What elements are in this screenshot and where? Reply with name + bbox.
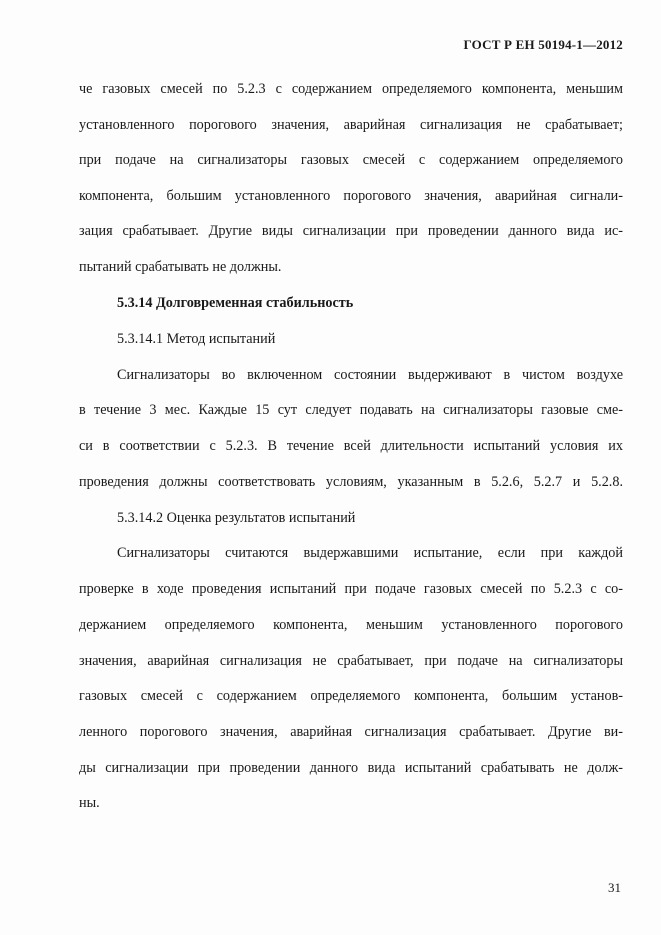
subsection-heading: 5.3.14.2 Оценка результатов испытаний — [117, 510, 356, 526]
text-line: установленного порогового значения, аварийная сигнализация не срабатывает; — [79, 117, 623, 133]
text-line: ны. — [79, 795, 100, 811]
page-number: 31 — [608, 880, 621, 895]
text-line: значения, аварийная сигнализация не срабатывает, при подаче на сигнализаторы — [79, 653, 623, 669]
text-line: пытаний срабатывать не должны. — [79, 259, 282, 275]
text-line: при подаче на сигнализаторы газовых смесей с содержанием определяемого — [79, 152, 623, 168]
text-line: проверке в ходе проведения испытаний при подаче газовых смесей по 5.2.3 с со- — [79, 581, 623, 597]
subsection-heading: 5.3.14.1 Метод испытаний — [117, 331, 276, 347]
text-line: ды сигнализации при проведении данного вида испытаний срабатывать не долж- — [79, 760, 623, 776]
text-line: си в соответствии с 5.2.3. В течение всей длительности испытаний условия их — [79, 438, 623, 454]
text-line: компонента, большим установленного порогового значения, аварийная сигнали- — [79, 188, 623, 204]
section-heading: 5.3.14 Долговременная стабильность — [117, 295, 354, 311]
text-line: в течение 3 мес. Каждые 15 сут следует подавать на сигнализаторы газовые сме- — [79, 402, 623, 418]
text-line: зация срабатывает. Другие виды сигнализации при проведении данного вида ис- — [79, 223, 623, 239]
text-line: Сигнализаторы во включенном состоянии выдерживают в чистом воздухе — [117, 367, 623, 383]
text-line: держанием определяемого компонента, меньшим установленного порогового — [79, 617, 623, 633]
text-line: ленного порогового значения, аварийная сигнализация срабатывает. Другие ви- — [79, 724, 623, 740]
text-line: че газовых смесей по 5.2.3 с содержанием определяемого компонента, меньшим — [79, 81, 623, 97]
text-line: проведения должны соответствовать условиям, указанным в 5.2.6, 5.2.7 и 5.2.8. — [79, 474, 623, 490]
standard-header: ГОСТ Р ЕН 50194-1—2012 — [463, 37, 623, 52]
text-line: Сигнализаторы считаются выдержавшими испытание, если при каждой — [117, 545, 623, 561]
text-line: газовых смесей с содержанием определяемого компонента, большим установ- — [79, 688, 623, 704]
